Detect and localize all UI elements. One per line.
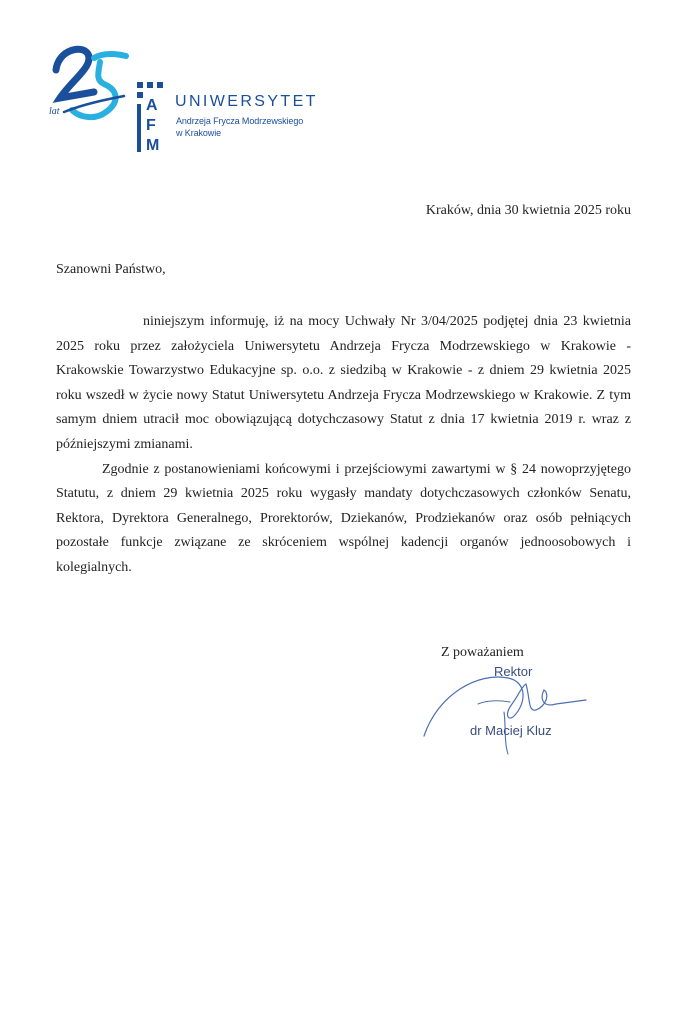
- anniversary-25-logo: [44, 40, 134, 140]
- date-line: Kraków, dnia 30 kwietnia 2025 roku: [425, 203, 631, 218]
- initial-a: A: [146, 97, 158, 114]
- salutation: Szanowni Państwo,: [56, 262, 166, 277]
- closing-phrase: Z poważaniem: [441, 645, 524, 660]
- signatory-name: dr Maciej Kluz: [470, 723, 552, 738]
- paragraph-2: Zgodnie z postanowieniami końcowymi i przejściowymi zawartymi w § 24 nowoprzyjętego Statutu, z dniem 29 kwietnia 2025 roku wygasły mandaty dotychczasowych członków Senatu, Rektora, Dyrektora Generalnego, Prorektorów, Dziekanów, Prodziekanów oraz osób pełniących pozostałe funkcje związane ze skróceniem wspólnej kadencji organów jednoosobowych i kolegialnych.: [56, 461, 631, 575]
- paragraph-1: niniejszym informuję, iż na mocy Uchwały Nr 3/04/2025 podjętej dnia 23 kwietnia 2025 roku przez założyciela Uniwersytetu Andrzeja Frycza Modrzewskiego w Krakowie - Krakowskie Towarzystwo Edukacyjne sp. o.o. z siedzibą w Krakowie - z dniem 29 kwietnia 2025 roku wszedł w życie nowy Statut Uniwersytetu Andrzeja Frycza Modrzewskiego w Krakowie. Z tym samym dniem utracił moc obowiązującą dotychczasowy Statut z dnia 17 kwietnia 2019 r. wraz z późniejszymi zmianami.: [56, 314, 631, 452]
- anniversary-lat-label: lat: [49, 106, 60, 117]
- university-name: UNIWERSYTET: [175, 93, 318, 110]
- initial-m: M: [146, 137, 160, 154]
- signatory-role: Rektor: [494, 664, 533, 679]
- initial-f: F: [146, 117, 156, 134]
- university-subtitle-line2: w Krakowie: [176, 128, 222, 138]
- letter-body: [56, 310, 631, 581]
- afm-initials-logo: [134, 78, 170, 154]
- university-subtitle-line1: Andrzeja Frycza Modrzewskiego: [176, 116, 304, 126]
